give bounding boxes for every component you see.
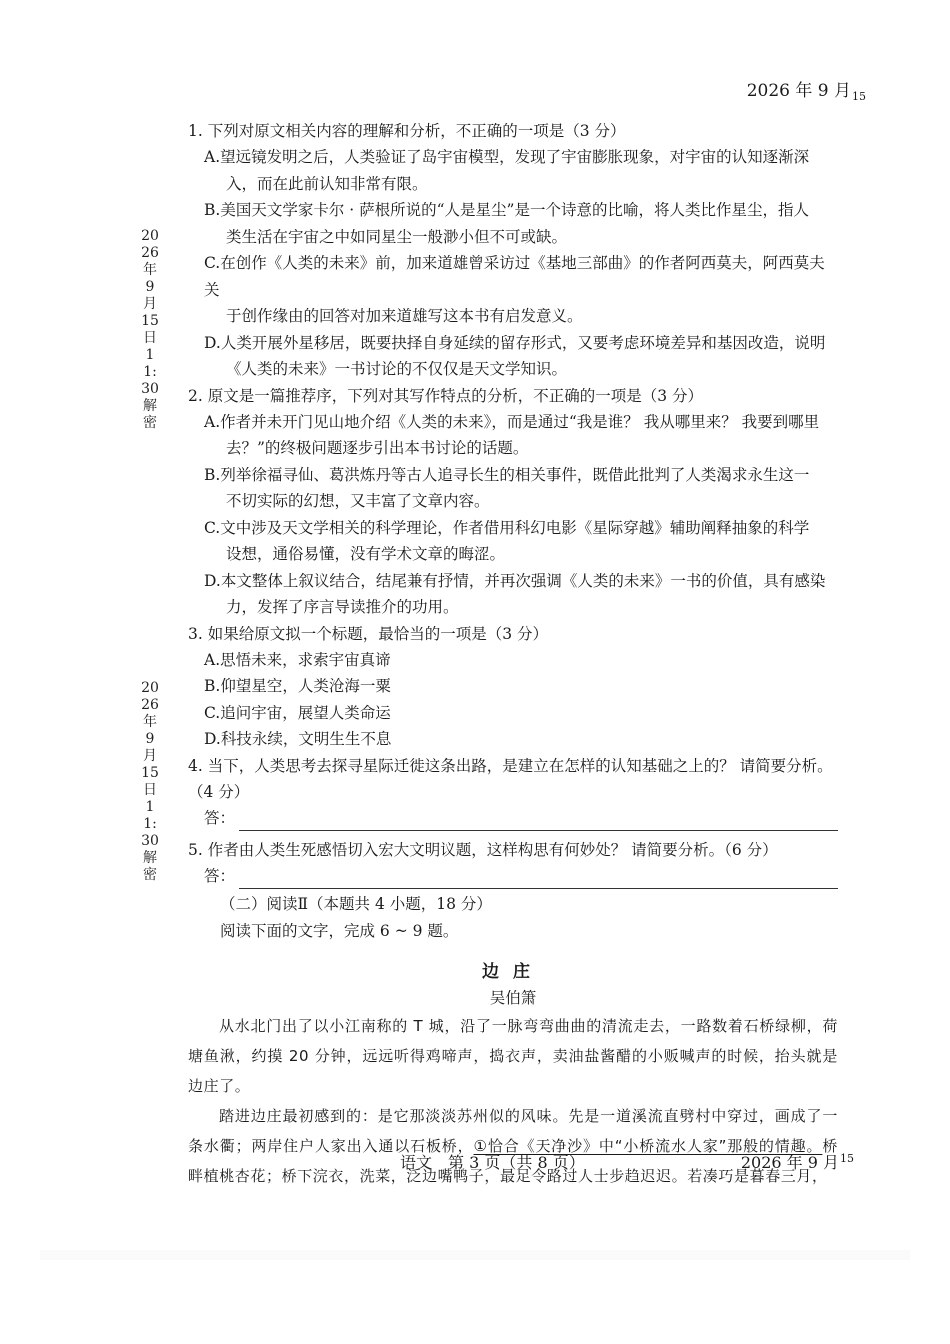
passage-title: 边庄: [482, 961, 544, 982]
header-date-text: 2026 年 9 月: [746, 81, 851, 101]
side-release-stamp: 2026年9月15日11:30解密: [141, 680, 159, 883]
footer-date-text: 2026 年 9 月: [740, 1153, 839, 1172]
passage-paragraph-1: 从水北门出了以小江南称的 T 城，沿了一脉弯弯曲曲的清流走去，一路数着石桥绿柳，荷塘鱼湫，约摸 20 分钟，远远听得鸡啼声，捣衣声，卖油盐酱醋的小贩喊声的时候，抬头就是边庄了。: [188, 1016, 838, 1095]
footer-date-handwritten: 15: [840, 1152, 854, 1165]
question-1-option-b: B.美国天文学家卡尔 · 萨根所说的“人是星尘”是一个诗意的比喻，将人类比作星尘，指人 类生活在宇宙之中如同星尘一般渺小但不可或缺。: [204, 201, 809, 246]
question-1-option-d: D.人类开展外星移居，既要抉择自身延续的留存形式，又要考虑环境差异和基因改造，说明 《人类的未来》一书讨论的不仅仅是天文学知识。: [204, 333, 826, 378]
page-bottom-edge: [40, 1250, 910, 1260]
question-4-stem: 4. 当下，人类思考去探寻星际迁徙这条出路，是建立在怎样的认知基础之上的？ 请简要分析。 （4 分）: [188, 756, 833, 801]
question-1-option-c: C.在创作《人类的未来》前，加来道雄曾采访过《基地三部曲》的作者阿西莫夫，阿西莫夫关 于创作缘由的回答对加来道雄写这本书有启发意义。: [204, 254, 825, 325]
question-3-option-b: B.仰望星空，人类沧海一粟: [204, 677, 391, 695]
header-date-handwritten: 15: [852, 90, 866, 103]
section-instruction: 阅读下面的文字，完成 6 ~ 9 题。: [220, 921, 459, 940]
question-4-answer[interactable]: [204, 805, 838, 831]
question-3-option-d: D.科技永续，文明生生不息: [204, 730, 392, 748]
question-2-option-a: A.作者并未开门见山地介绍《人类的未来》，而是通过“我是谁？ 我从哪里来？ 我要到哪里 去？”的终极问题逐步引出本书讨论的话题。: [204, 412, 820, 457]
main-content: [188, 118, 838, 1191]
side-release-stamp: 2026年9月15日11:30解密: [141, 228, 159, 431]
answer-label: 答：: [204, 808, 236, 827]
question-5-stem: 5. 作者由人类生死感悟切入宏大文明议题，这样构思有何妙处？ 请简要分析。（6 分）: [188, 840, 778, 859]
passage-author: 吴伯箫: [489, 988, 537, 1007]
passage-paragraph-2: 踏进边庄最初感到的：是它那淡淡苏州似的风味。先是一道溪流直劈村中穿过，画成了一条水衢；两岸住户人家出入通以石板桥，①恰合《天净沙》中“小桥流水人家”那般的情趣。桥畔植桃杏花；桥下浣衣，洗菜，泛边嘴鸭子，最足令路过人士步趋迟迟。若凑巧是暮春三月，: [188, 1106, 838, 1185]
question-3-stem: 3. 如果给原文拟一个标题，最恰当的一项是（3 分）: [188, 624, 549, 643]
answer-rule: [239, 812, 838, 831]
header-date: [747, 76, 866, 103]
underlined-sentence-1: ①恰合《天净沙》中“小桥流水人家”那般的情趣。: [473, 1136, 823, 1155]
question-2-option-b: B.列举徐福寻仙、葛洪炼丹等古人追寻长生的相关事件，既借此批判了人类渴求永生这一 不切实际的幻想，又丰富了文章内容。: [204, 465, 810, 510]
section-heading: （二）阅读Ⅱ（本题共 4 小题，18 分）: [220, 894, 492, 913]
page-footer-label: 语文 第 3 页（共 8 页）: [400, 1153, 585, 1172]
question-3-option-a: A.思悟未来，求索宇宙真谛: [204, 650, 391, 669]
question-3-option-c: C.追问宇宙，展望人类命运: [204, 703, 391, 722]
footer-date: [741, 1150, 854, 1173]
question-1-stem: 1. 下列对原文相关内容的理解和分析，不正确的一项是（3 分）: [188, 122, 626, 140]
question-2-option-c: C.文中涉及天文学相关的科学理论，作者借用科幻电影《星际穿越》辅助阐释抽象的科学 设想，通俗易懂，没有学术文章的晦涩。: [204, 518, 810, 563]
question-1-option-a: A.望远镜发明之后，人类验证了岛宇宙模型，发现了宇宙膨胀现象，对宇宙的认知逐渐深 入，而在此前认知非常有限。: [204, 148, 810, 193]
question-2-option-d: D.本文整体上叙议结合，结尾兼有抒情，并再次强调《人类的未来》一书的价值，具有感染 力，发挥了序言导读推介的功用。: [204, 571, 826, 616]
question-5-answer[interactable]: [204, 863, 838, 889]
question-2-stem: 2. 原文是一篇推荐序，下列对其写作特点的分析，不正确的一项是（3 分）: [188, 386, 704, 405]
answer-rule: [239, 870, 838, 889]
answer-label: 答：: [204, 866, 236, 885]
